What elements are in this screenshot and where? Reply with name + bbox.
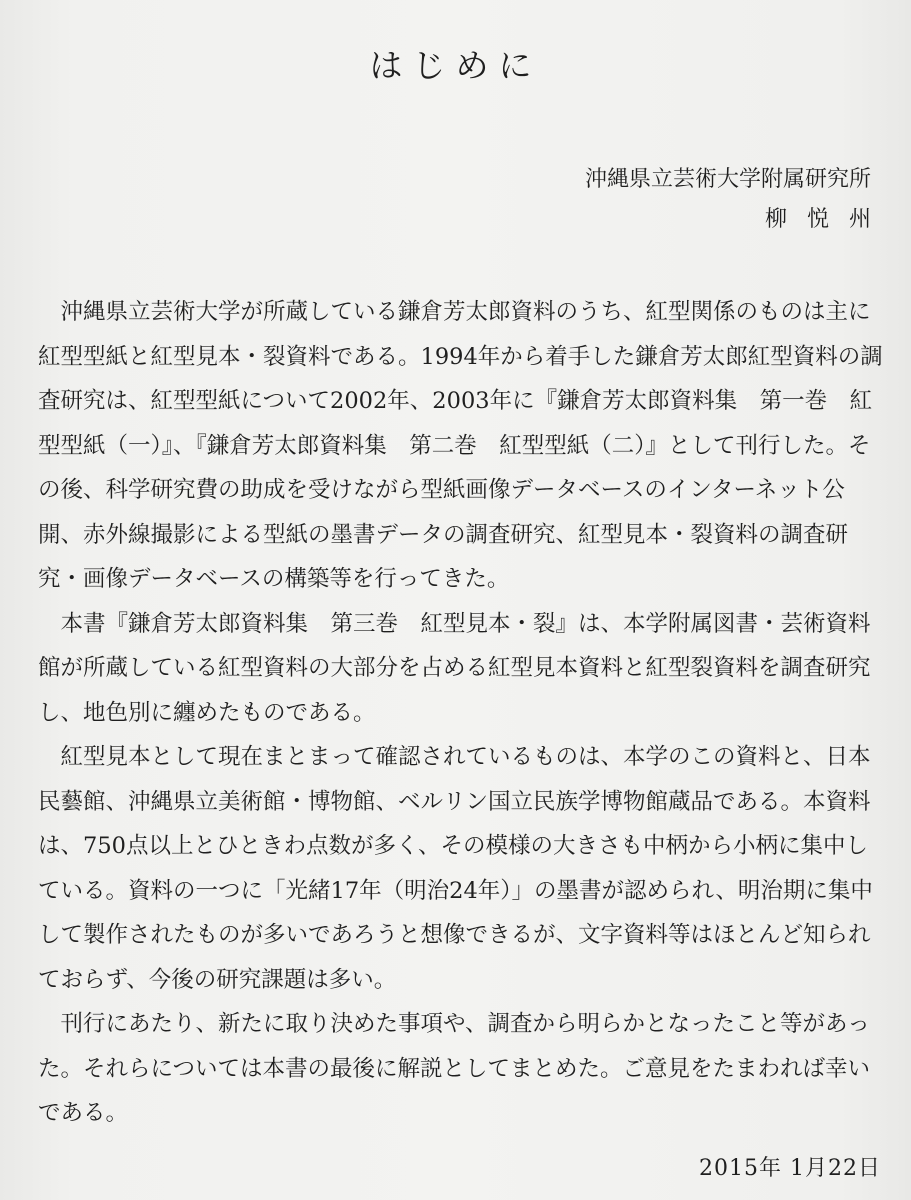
paragraph: 紅型見本として現在まとまって確認されているものは、本学のこの資料と、日本民藝館、沖縄県立美術館・博物館、ベルリン国立民族学博物館蔵品である。本資料は、750点以上とひときわ点数が多く、その模様の大きさも中柄から小柄に集中している。資料の一つに「光緒17年（明治24年）」の墨書が認められ、明治期に集中して製作されたものが多いであろうと想像できるが、文字資料等はほとんど知られておらず、今後の研究課題は多い。 (38, 744, 873, 993)
body-text (38, 290, 883, 1136)
paragraph: 沖縄県立芸術大学が所蔵している鎌倉芳太郎資料のうち、紅型関係のものは主に紅型型紙と紅型見本・裂資料である。1994年から着手した鎌倉芳太郎紅型資料の調査研究は、紅型型紙について2002年、2003年に『鎌倉芳太郎資料集 第一巻 紅型型紙（一）』、『鎌倉芳太郎資料集 第二巻 紅型型紙（二）』として刊行した。その後、科学研究費の助成を受けながら型紙画像データベースのインターネット公開、赤外線撮影による型紙の墨書データの調査研究、紅型見本・裂資料の調査研究・画像データベースの構築等を行ってきた。 (38, 299, 883, 592)
paragraph: 本書『鎌倉芳太郎資料集 第三巻 紅型見本・裂』は、本学附属図書・芸術資料館が所蔵している紅型資料の大部分を占める紅型見本資料と紅型裂資料を調査研究し、地色別に纏めたものである。 (38, 610, 871, 726)
author-block (584, 160, 891, 240)
page-title: はじめに (369, 46, 542, 85)
publication-date: 2015年 1月22日 (699, 1156, 881, 1181)
author-name: 柳悦州 (764, 207, 891, 232)
paragraph: 刊行にあたり、新たに取り決めた事項や、調査から明らかとなったこと等があった。それらについては本書の最後に解説としてまとめた。ご意見をたまわれば幸いである。 (38, 1011, 871, 1126)
author-affiliation: 沖縄県立芸術大学附属研究所 (584, 167, 871, 192)
